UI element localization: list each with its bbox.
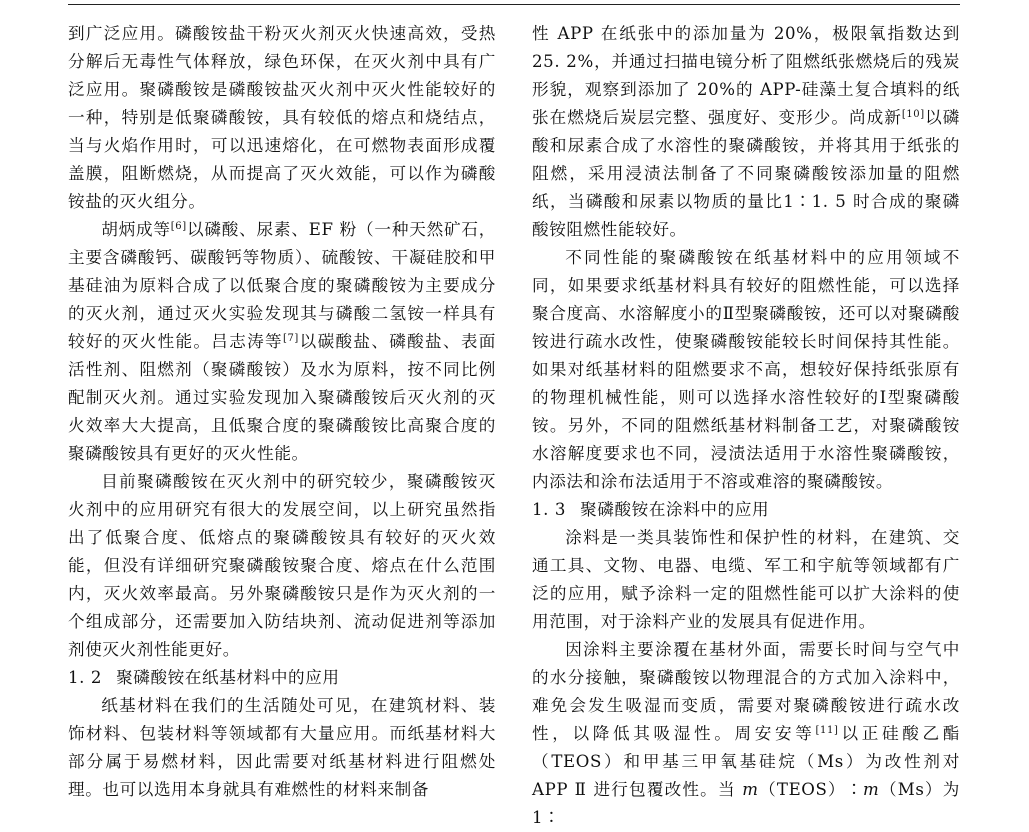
citation: [7] <box>282 333 299 344</box>
paragraph: 目前聚磷酸铵在灭火剂中的研究较少，聚磷酸铵灭火剂中的应用研究有很大的发展空间，以上研究虽然指出了低聚合度、低熔点的聚磷酸铵具有较好的灭火效能，但没有详细研究聚磷酸铵聚合度、熔点在什么范围内，灭火效率最高。另外聚磷酸铵只是作为灭火剂的一个组成部分，还需要加入防结块剂、流动促进剂等添加剂使灭火剂性能更好。 <box>68 472 496 659</box>
paragraph-text: 以磷酸和尿素合成了水溶性的聚磷酸铵，并将其用于纸张的阻燃，采用浸渍法制备了不同聚磷酸铵添加量的阻燃纸，当磷酸和尿素以物质的量比1∶1. 5 时合成的聚磷酸铵阻燃性能较好。 <box>532 108 960 239</box>
paragraph-text: 性 APP 在纸张中的添加量为 20%，极限氧指数达到 25. 2%，并通过扫描电镜分析了阻燃纸张燃烧后的残炭形貌，观察到添加了 20%的 APP-硅藻土复合填料的纸张在燃烧后炭层完整、强度好、变形少。尚成新 <box>532 24 960 127</box>
paragraph: 不同性能的聚磷酸铵在纸基材料中的应用领域不同，如果要求纸基材料具有较好的阻燃性能，可以选择聚合度高、水溶解度小的Ⅱ型聚磷酸铵，还可以对聚磷酸铵进行疏水改性，使聚磷酸铵能较长时间保持其性能。如果对纸基材料的阻燃要求不高，想较好保持纸张原有的物理机械性能，则可以选择水溶性较好的Ⅰ型聚磷酸铵。另外，不同的阻燃纸基材料制备工艺，对聚磷酸铵水溶解度要求也不同，浸渍法适用于水溶性聚磷酸铵，内添法和涂布法适用于不溶或难溶的聚磷酸铵。 <box>532 248 960 491</box>
paragraph-text: 以碳酸盐、磷酸盐、表面活性剂、阻燃剂（聚磷酸铵）及水为原料，按不同比例配制灭火剂。通过实验发现加入聚磷酸铵后灭火剂的灭火效率大大提高，且低聚合度的聚磷酸铵比高聚合度的聚磷酸铵具有更好的灭火性能。 <box>68 332 496 463</box>
paragraph <box>68 216 496 468</box>
paragraph <box>532 20 960 244</box>
section-title: 聚磷酸铵在纸基材料中的应用 <box>116 668 340 687</box>
citation: [10] <box>901 109 925 120</box>
citation: [6] <box>170 221 187 232</box>
paragraph-text: 胡炳成等 <box>101 220 171 239</box>
right-column <box>532 20 960 832</box>
paragraph: 到广泛应用。磷酸铵盐干粉灭火剂灭火快速高效，受热分解后无毒性气体释放，绿色环保，在灭火剂中具有广泛应用。聚磷酸铵是磷酸铵盐灭火剂中灭火性能较好的一种，特别是低聚磷酸铵，具有较低的熔点和烧结点，当与火焰作用时，可以迅速熔化，在可燃物表面形成覆盖膜，阻断燃烧，从而提高了灭火效能，可以作为磷酸铵盐的灭火组分。 <box>68 24 496 211</box>
math-var: m <box>863 780 880 799</box>
paragraph: 纸基材料在我们的生活随处可见，在建筑材料、装饰材料、包装材料等领域都有大量应用。而纸基材料大部分属于易燃材料，因此需要对纸基材料进行阻燃处理。也可以选用本身就具有难燃性的材料来制备 <box>68 696 496 799</box>
left-column <box>68 20 496 804</box>
citation: [11] <box>815 725 839 736</box>
math-var: m <box>742 780 759 799</box>
paragraph-text: （TEOS）∶ <box>758 780 864 799</box>
paragraph-text: （Ms）为 1∶ <box>532 780 960 827</box>
paragraph: 涂料是一类具装饰性和保护性的材料，在建筑、交通工具、文物、电器、电缆、军工和宇航等领域都有广泛的应用，赋予涂料一定的阻燃性能可以扩大涂料的使用范围，对于涂料产业的发展具有促进作用。 <box>532 528 960 631</box>
section-heading-1-2 <box>68 664 496 692</box>
header-rule <box>68 4 960 5</box>
section-number: 1. 2 <box>68 668 103 687</box>
paragraph-text: 因涂料主要涂覆在基材外面，需要长时间与空气中的水分接触，聚磷酸铵以物理混合的方式加入涂料中，难免会发生吸湿而变质，需要对聚磷酸铵进行疏水改性，以降低其吸湿性。周安安等 <box>532 640 960 743</box>
section-title: 聚磷酸铵在涂料中的应用 <box>580 500 770 519</box>
paragraph-text: 以正硅酸乙酯（TEOS）和甲基三甲氧基硅烷（Ms）为改性剂对 APP Ⅱ 进行包覆改性。当 <box>532 724 960 799</box>
paragraph-text: 以磷酸、尿素、EF 粉（一种天然矿石，主要含磷酸钙、碳酸钙等物质）、硫酸铵、干凝硅胶和甲基硅油为原料合成了以低聚合度的聚磷酸铵为主要成分的灭火剂，通过灭火实验发现其与磷酸二氢铵一样具有较好的灭火性能。吕志涛等 <box>68 220 496 351</box>
section-heading-1-3 <box>532 496 960 524</box>
paragraph <box>532 636 960 832</box>
section-number: 1. 3 <box>532 500 567 519</box>
